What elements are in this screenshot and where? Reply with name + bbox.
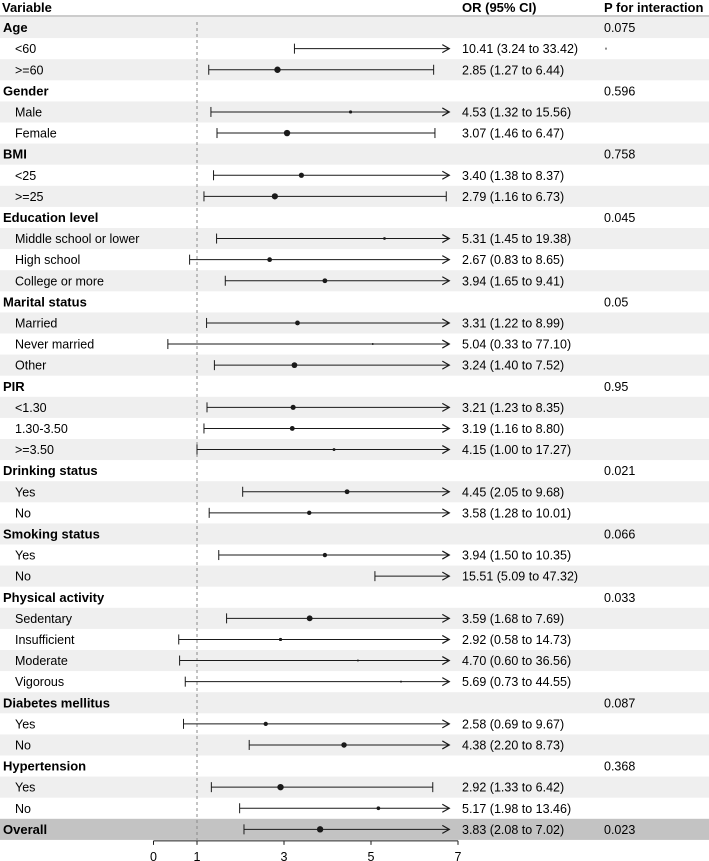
group-label: Age [3, 20, 28, 36]
header-variable: Variable [2, 0, 52, 15]
point-estimate [267, 257, 272, 262]
x-tick-label: 5 [367, 849, 375, 861]
or-ci-value: 5.04 (0.33 to 77.10) [462, 337, 572, 352]
subgroup-label: No [15, 738, 31, 753]
group-label: Marital status [3, 294, 87, 310]
group-label: BMI [3, 146, 27, 162]
or-ci-value: 2.92 (1.33 to 6.42) [462, 780, 565, 795]
point-estimate [317, 826, 323, 832]
subgroup-label: Sedentary [15, 611, 72, 626]
p-value: 0.05 [604, 295, 629, 310]
p-value: 0.023 [604, 822, 636, 837]
group-label: Diabetes mellitus [3, 695, 110, 711]
p-value: 0.087 [604, 696, 636, 711]
subgroup-label: High school [15, 253, 81, 268]
subgroup-label: Moderate [15, 654, 68, 669]
point-estimate [290, 426, 295, 431]
x-tick-label: 1 [193, 849, 201, 861]
subgroup-label: Insufficient [15, 632, 75, 647]
group-label: PIR [3, 378, 25, 394]
or-ci-value: 5.31 (1.45 to 19.38) [462, 232, 572, 247]
point-estimate [292, 362, 298, 368]
or-ci-value: 3.59 (1.68 to 7.69) [462, 611, 565, 626]
or-ci-value: 3.58 (1.28 to 10.01) [462, 506, 572, 521]
subgroup-label: Yes [15, 548, 36, 563]
row-stripe [0, 17, 709, 38]
group-label: Education level [3, 209, 99, 225]
subgroup-label: Vigorous [15, 675, 65, 690]
p-value: 0.066 [604, 527, 636, 542]
x-tick-label: 3 [280, 849, 288, 861]
or-ci-value: 3.40 (1.38 to 8.37) [462, 168, 565, 183]
subgroup-label: Yes [15, 780, 36, 795]
point-estimate [357, 660, 359, 662]
or-ci-value: 4.53 (1.32 to 15.56) [462, 105, 572, 120]
or-ci-value: 4.15 (1.00 to 17.27) [462, 443, 572, 458]
or-ci-value: 2.92 (0.58 to 14.73) [462, 632, 572, 647]
point-estimate [272, 193, 278, 199]
point-estimate [383, 237, 386, 240]
group-label: Drinking status [3, 463, 98, 479]
subgroup-label: Yes [15, 717, 36, 732]
header-or: OR (95% CI) [462, 0, 537, 15]
header-p: P for interaction [604, 0, 704, 15]
point-estimate [307, 615, 313, 621]
subgroup-label: 1.30-3.50 [15, 421, 68, 436]
row-stripe [0, 566, 709, 587]
point-estimate [341, 742, 346, 747]
or-ci-value: 2.79 (1.16 to 6.73) [462, 189, 565, 204]
point-estimate [349, 110, 352, 113]
or-ci-value: 5.69 (0.73 to 44.55) [462, 675, 572, 690]
x-tick-label: 7 [454, 849, 462, 861]
point-estimate [299, 173, 304, 178]
p-value: 0.045 [604, 210, 636, 225]
point-estimate [291, 405, 296, 410]
point-estimate [333, 448, 336, 451]
subgroup-label: No [15, 801, 31, 816]
subgroup-label: Male [15, 105, 43, 120]
or-ci-value: 3.19 (1.16 to 8.80) [462, 421, 565, 436]
point-estimate [307, 511, 311, 515]
x-axis [150, 841, 462, 861]
x-tick-label: 0 [150, 849, 157, 861]
point-estimate [274, 67, 280, 73]
point-estimate [400, 681, 402, 683]
point-estimate [295, 321, 300, 326]
or-ci-value: 3.07 (1.46 to 6.47) [462, 126, 565, 141]
subgroup-label: Married [15, 316, 58, 331]
p-value: 0.758 [604, 147, 636, 162]
row-stripe [0, 144, 709, 165]
or-ci-value: 4.38 (2.20 to 8.73) [462, 738, 565, 753]
subgroup-label: >=60 [15, 63, 44, 78]
point-estimate [322, 278, 327, 283]
or-ci-value: 2.58 (0.69 to 9.67) [462, 717, 565, 732]
group-label: Smoking status [3, 526, 100, 542]
p-value: 0.368 [604, 759, 636, 774]
p-value: 0.596 [604, 84, 636, 99]
point-estimate [323, 553, 327, 557]
row-stripe [0, 523, 709, 544]
p-value: 0.075 [604, 21, 636, 36]
or-ci-value: 2.85 (1.27 to 6.44) [462, 63, 565, 78]
or-ci-value: 5.17 (1.98 to 13.46) [462, 801, 572, 816]
subgroup-label: No [15, 506, 31, 521]
point-estimate [372, 343, 374, 345]
p-value: 0.95 [604, 379, 629, 394]
or-ci-value: 2.67 (0.83 to 8.65) [462, 253, 565, 268]
subgroup-label: Never married [15, 337, 95, 352]
or-ci-value: 3.21 (1.23 to 8.35) [462, 400, 565, 415]
or-ci-value: 4.45 (2.05 to 9.68) [462, 485, 565, 500]
p-value: 0.033 [604, 590, 636, 605]
p-value: 0.021 [604, 464, 636, 479]
subgroup-label: <25 [15, 168, 37, 183]
subgroup-label: >=25 [15, 189, 44, 204]
point-estimate [264, 722, 268, 726]
subgroup-label: Other [15, 358, 47, 373]
point-estimate [377, 806, 381, 810]
forest-rows [3, 20, 635, 837]
group-label: Physical activity [3, 589, 105, 605]
group-label: Gender [3, 83, 49, 99]
point-estimate [277, 784, 283, 790]
or-ci-value: 10.41 (3.24 to 33.42) [462, 42, 579, 57]
subgroup-label: No [15, 569, 31, 584]
or-ci-value: 3.31 (1.22 to 8.99) [462, 316, 565, 331]
subgroup-label: <1.30 [15, 400, 47, 415]
subgroup-label: Middle school or lower [15, 232, 140, 247]
or-ci-value: 3.24 (1.40 to 7.52) [462, 358, 565, 373]
or-ci-value: 3.83 (2.08 to 7.02) [462, 822, 565, 837]
point-estimate [345, 489, 350, 494]
subgroup-label: Female [15, 126, 57, 141]
or-ci-value: 15.51 (5.09 to 47.32) [462, 569, 579, 584]
or-ci-value: 3.94 (1.65 to 9.41) [462, 274, 565, 289]
subgroup-label: >=3.50 [15, 443, 54, 458]
subgroup-label: Yes [15, 485, 36, 500]
subgroup-label: <60 [15, 42, 37, 57]
group-label: Hypertension [3, 758, 87, 774]
overall-label: Overall [3, 821, 48, 837]
or-ci-value: 3.94 (1.50 to 10.35) [462, 548, 572, 563]
subgroup-label: College or more [15, 274, 104, 289]
point-estimate [279, 638, 282, 641]
or-ci-value: 4.70 (0.60 to 36.56) [462, 654, 572, 669]
point-estimate [284, 130, 290, 136]
